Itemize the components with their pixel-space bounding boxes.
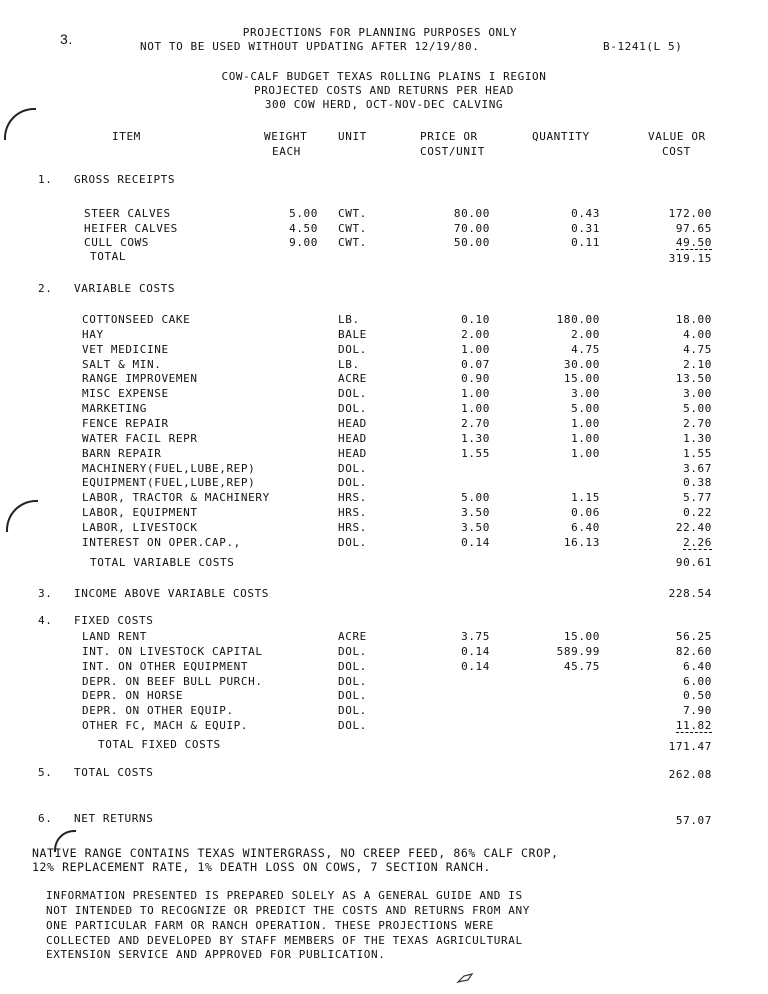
col-weight-1: WEIGHT <box>264 130 308 143</box>
row-unit: HEAD <box>338 446 367 460</box>
row-value: 1.30 <box>683 431 712 445</box>
row-unit: ACRE <box>338 372 367 386</box>
row-price: 1.55 <box>461 446 490 460</box>
row-quantity: 180.00 <box>556 313 600 326</box>
col-unit: UNIT <box>338 130 367 143</box>
row-price: 2.70 <box>461 416 490 430</box>
row-item: LABOR, LIVESTOCK <box>82 520 198 534</box>
row-price: 0.14 <box>461 659 490 673</box>
row-item: MARKETING <box>82 402 148 416</box>
row-price: 0.07 <box>461 357 490 371</box>
row-item: RANGE IMPROVEMEN <box>82 372 198 386</box>
row-price: 0.90 <box>461 372 490 386</box>
row-quantity: 0.43 <box>571 207 600 220</box>
row-item: MISC EXPENSE <box>82 387 169 401</box>
row-quantity: 15.00 <box>563 372 600 386</box>
row-unit: DOL. <box>338 704 367 718</box>
row-item: CULL COWS <box>84 236 150 250</box>
row-unit: DOL. <box>338 659 367 673</box>
note-line-2: 12% REPLACEMENT RATE, 1% DEATH LOSS ON COWS, 7 SECTION RANCH. <box>32 860 491 874</box>
row-value: 6.00 <box>683 674 712 688</box>
row-value: 2.10 <box>683 357 712 371</box>
printer-mark-icon <box>456 972 474 986</box>
row-price: 5.00 <box>461 491 490 505</box>
col-price-2: COST/UNIT <box>420 145 486 158</box>
row-unit: DOL. <box>338 461 367 475</box>
col-weight-2: EACH <box>272 145 301 158</box>
margin-mark-middle <box>6 500 38 532</box>
section-num: 1. <box>38 173 53 186</box>
disclaimer-line-3: ONE PARTICULAR FARM OR RANCH OPERATION. THESE PROJECTIONS WERE <box>46 919 494 932</box>
row-value: 82.60 <box>675 644 712 658</box>
row-unit: DOL. <box>338 342 367 356</box>
var-total-value: 90.61 <box>675 556 712 569</box>
row-quantity: 0.31 <box>571 221 600 235</box>
col-value-1: VALUE OR <box>648 130 706 143</box>
row-item: DEPR. ON HORSE <box>82 689 184 703</box>
row-unit: DOL. <box>338 689 367 703</box>
col-value-2: COST <box>662 145 691 158</box>
total-costs-value: 262.08 <box>668 768 712 781</box>
row-value: 0.22 <box>683 506 712 520</box>
row-quantity: 1.00 <box>571 446 600 460</box>
col-item: ITEM <box>112 130 141 143</box>
row-value: 18.00 <box>675 313 712 326</box>
section-num: 3. <box>38 587 53 600</box>
subtotal-underline: 49.50 <box>675 236 712 250</box>
subtotal-underline: 2.26 <box>683 535 712 549</box>
col-price-1: PRICE OR <box>420 130 478 143</box>
row-price: 3.75 <box>461 630 490 643</box>
row-unit: DOL. <box>338 402 367 416</box>
row-value: 5.77 <box>683 491 712 505</box>
row-value: 4.00 <box>683 327 712 341</box>
row-unit: LB. <box>338 357 360 371</box>
row-quantity: 45.75 <box>563 659 600 673</box>
row-unit: DOL. <box>338 644 367 658</box>
row-item: HAY <box>82 327 104 341</box>
row-value <box>600 236 712 250</box>
row-item: SALT & MIN. <box>82 357 162 371</box>
row-quantity: 1.15 <box>571 491 600 505</box>
row-price: 1.00 <box>461 387 490 401</box>
section-label: VARIABLE COSTS <box>74 282 176 295</box>
section-label: TOTAL COSTS <box>74 766 154 779</box>
row-quantity: 0.06 <box>571 506 600 520</box>
row-price: 3.50 <box>461 520 490 534</box>
row-price: 1.00 <box>461 402 490 416</box>
margin-mark-top <box>4 108 36 140</box>
row-item: INT. ON OTHER EQUIPMENT <box>82 659 249 673</box>
row-unit: HRS. <box>338 520 367 534</box>
row-quantity: 15.00 <box>563 630 600 643</box>
col-quantity: QUANTITY <box>532 130 590 143</box>
disclaimer-line-4: COLLECTED AND DEVELOPED BY STAFF MEMBERS OF THE TEXAS AGRICULTURAL <box>46 934 523 947</box>
row-price: 1.30 <box>461 431 490 445</box>
row-value: 4.75 <box>683 342 712 356</box>
row-item: LAND RENT <box>82 630 148 643</box>
header-line-1: PROJECTIONS FOR PLANNING PURPOSES ONLY <box>242 26 518 39</box>
row-quantity: 589.99 <box>556 644 600 658</box>
row-value: 3.00 <box>683 387 712 401</box>
header-line-2: NOT TO BE USED WITHOUT UPDATING AFTER 12/19/80. <box>140 40 480 53</box>
row-price: 1.00 <box>461 342 490 356</box>
row-value: 13.50 <box>675 372 712 386</box>
row-value: 22.40 <box>675 520 712 534</box>
title-line-1: COW-CALF BUDGET TEXAS ROLLING PLAINS I REGION <box>221 70 547 83</box>
row-unit: HRS. <box>338 491 367 505</box>
page-number: 3. <box>60 31 73 47</box>
row-quantity: 1.00 <box>571 416 600 430</box>
row-item: EQUIPMENT(FUEL,LUBE,REP) <box>82 476 256 490</box>
row-item: INT. ON LIVESTOCK CAPITAL <box>82 644 263 658</box>
row-value: 97.65 <box>675 221 712 235</box>
row-value <box>600 536 712 550</box>
row-item: WATER FACIL REPR <box>82 431 198 445</box>
section-num: 5. <box>38 766 53 779</box>
row-value: 6.40 <box>683 659 712 673</box>
disclaimer-line-2: NOT INTENDED TO RECOGNIZE OR PREDICT THE COSTS AND RETURNS FROM ANY <box>46 904 530 917</box>
row-quantity: 5.00 <box>571 402 600 416</box>
row-weight: 5.00 <box>289 207 318 220</box>
row-value: 0.50 <box>683 689 712 703</box>
row-unit: DOL. <box>338 387 367 401</box>
fixed-total-label: TOTAL FIXED COSTS <box>98 738 221 751</box>
row-item: FENCE REPAIR <box>82 416 169 430</box>
row-unit: DOL. <box>338 476 367 490</box>
row-weight: 9.00 <box>289 236 318 250</box>
row-value: 2.70 <box>683 416 712 430</box>
title-line-3: 300 COW HERD, OCT-NOV-DEC CALVING <box>264 98 504 111</box>
row-value: 5.00 <box>683 402 712 416</box>
section-label: NET RETURNS <box>74 812 154 825</box>
row-price: 3.50 <box>461 506 490 520</box>
row-item: LABOR, TRACTOR & MACHINERY <box>82 491 270 505</box>
row-unit: LB. <box>338 313 360 326</box>
row-unit: DOL. <box>338 535 367 549</box>
row-item: BARN REPAIR <box>82 446 162 460</box>
row-price: 70.00 <box>453 221 490 235</box>
row-value: 56.25 <box>675 630 712 643</box>
row-item: INTEREST ON OPER.CAP., <box>82 535 241 549</box>
row-unit: CWT. <box>338 221 367 235</box>
row-item: VET MEDICINE <box>82 342 169 356</box>
row-quantity: 3.00 <box>571 387 600 401</box>
row-quantity: 2.00 <box>571 327 600 341</box>
row-item: OTHER FC, MACH & EQUIP. <box>82 719 249 733</box>
row-weight: 4.50 <box>289 221 318 235</box>
section-label: INCOME ABOVE VARIABLE COSTS <box>74 587 270 600</box>
row-unit: ACRE <box>338 630 367 643</box>
var-total-label: TOTAL VARIABLE COSTS <box>90 556 235 569</box>
row-quantity: 16.13 <box>563 535 600 549</box>
row-price: 0.14 <box>461 535 490 549</box>
row-value: 0.38 <box>683 476 712 490</box>
row-value <box>600 719 712 733</box>
gross-total-value: 319.15 <box>668 252 712 265</box>
row-value: 3.67 <box>683 461 712 475</box>
row-price: 80.00 <box>453 207 490 220</box>
row-quantity: 30.00 <box>563 357 600 371</box>
row-unit: HEAD <box>338 416 367 430</box>
row-unit: DOL. <box>338 674 367 688</box>
net-returns-value: 57.07 <box>675 814 712 827</box>
subtotal-underline: 11.82 <box>675 719 712 733</box>
row-unit: CWT. <box>338 236 367 250</box>
disclaimer-line-5: EXTENSION SERVICE AND APPROVED FOR PUBLICATION. <box>46 948 386 961</box>
row-quantity: 1.00 <box>571 431 600 445</box>
section-label: GROSS RECEIPTS <box>74 173 176 186</box>
fixed-total-value: 171.47 <box>668 740 712 753</box>
row-quantity: 0.11 <box>571 236 600 250</box>
row-unit: DOL. <box>338 719 367 733</box>
row-item: DEPR. ON OTHER EQUIP. <box>82 704 234 718</box>
row-quantity: 6.40 <box>571 520 600 534</box>
title-line-2: PROJECTED COSTS AND RETURNS PER HEAD <box>253 84 514 97</box>
doc-id: B-1241(L 5) <box>603 40 683 53</box>
section-label: FIXED COSTS <box>74 614 154 627</box>
income-above-value: 228.54 <box>668 587 712 600</box>
gross-total-label: TOTAL <box>90 250 127 263</box>
row-item: DEPR. ON BEEF BULL PURCH. <box>82 674 263 688</box>
row-item: HEIFER CALVES <box>84 221 178 235</box>
row-value: 172.00 <box>668 207 712 220</box>
row-value: 1.55 <box>683 446 712 460</box>
row-price: 0.14 <box>461 644 490 658</box>
row-item: STEER CALVES <box>84 207 171 220</box>
row-item: MACHINERY(FUEL,LUBE,REP) <box>82 461 256 475</box>
row-item: LABOR, EQUIPMENT <box>82 506 198 520</box>
section-num: 4. <box>38 614 53 627</box>
section-num: 6. <box>38 812 53 825</box>
disclaimer-line-1: INFORMATION PRESENTED IS PREPARED SOLELY AS A GENERAL GUIDE AND IS <box>46 889 523 902</box>
row-price: 0.10 <box>461 313 490 326</box>
row-unit: CWT. <box>338 207 367 220</box>
row-quantity: 4.75 <box>571 342 600 356</box>
row-unit: BALE <box>338 327 367 341</box>
row-value: 7.90 <box>683 704 712 718</box>
section-num: 2. <box>38 282 53 295</box>
row-price: 50.00 <box>453 236 490 250</box>
row-unit: HRS. <box>338 506 367 520</box>
row-unit: HEAD <box>338 431 367 445</box>
row-price: 2.00 <box>461 327 490 341</box>
row-item: COTTONSEED CAKE <box>82 313 191 326</box>
note-line-1: NATIVE RANGE CONTAINS TEXAS WINTERGRASS, NO CREEP FEED, 86% CALF CROP, <box>32 846 559 860</box>
